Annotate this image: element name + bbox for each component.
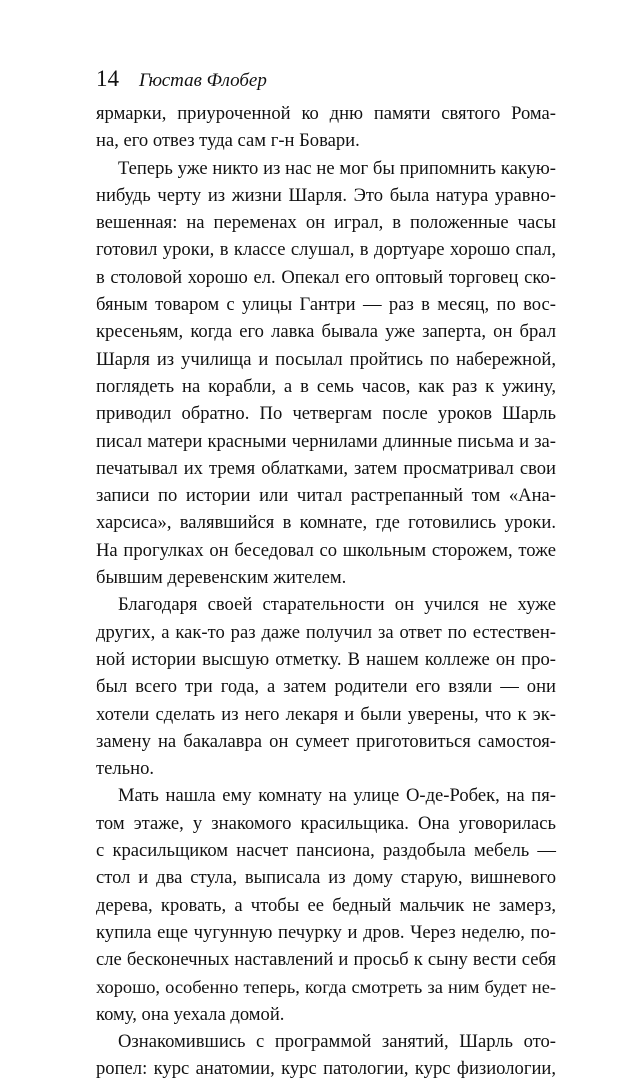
text-line: сле бесконечных наставлений и просьб к сыну вести себя bbox=[96, 949, 556, 971]
text-line: поглядеть на корабли, а в семь часов, как раз к ужину, bbox=[96, 375, 556, 397]
text-line: Благодаря своей старательности он учился не хуже bbox=[118, 594, 556, 616]
text-line: с красильщиком насчет пансиона, раздобыла мебель — bbox=[96, 840, 556, 862]
text-line: кому, она уехала домой. bbox=[96, 1003, 285, 1025]
text-line: печатывал их тремя облатками, затем просматривал свои bbox=[96, 457, 556, 479]
text-line: На прогулках он беседовал со школьным сторожем, тоже bbox=[96, 539, 556, 561]
text-line: тельно. bbox=[96, 758, 155, 780]
running-title: Гюстав Флобер bbox=[139, 70, 267, 91]
text-line: Ознакомившись с программой занятий, Шарль ото- bbox=[118, 1031, 556, 1053]
text-line: нибудь черту из жизни Шарля. Это была натура уравно- bbox=[96, 184, 556, 206]
text-line: ной истории высшую отметку. В нашем коллеже он про- bbox=[96, 648, 556, 670]
text-line: писал матери красными чернилами длинные письма и за- bbox=[96, 430, 556, 452]
text-line: в столовой хорошо ел. Опекал его оптовый торговец ско- bbox=[96, 266, 556, 288]
text-line: бывшим деревенским жителем. bbox=[96, 567, 347, 589]
page-header bbox=[96, 64, 556, 94]
text-line: стол и два стула, выписала из дому старую, вишневого bbox=[96, 867, 556, 889]
text-line: готовил уроки, в классе слушал, в дортуаре хорошо спал, bbox=[96, 239, 556, 261]
text-line: кресеньям, когда его лавка бывала уже заперта, он брал bbox=[96, 321, 556, 343]
text-line: ярмарки, приуроченной ко дню памяти святого Рома- bbox=[96, 103, 556, 124]
text-line: бяным товаром с улицы Гантри — раз в месяц, по вос- bbox=[96, 294, 556, 316]
text-line: купила еще чугунную печурку и дров. Через неделю, по- bbox=[96, 921, 556, 943]
text-line: был всего три года, а затем родители его взяли — они bbox=[96, 676, 556, 698]
text-line: ропел: курс анатомии, курс патологии, курс физиологии, bbox=[96, 1058, 556, 1080]
text-line: замену на бакалавра он сумеет приготовиться самостоя- bbox=[96, 730, 556, 752]
body-text bbox=[96, 100, 556, 1083]
text-line: хотели сделать из него лекаря и были уверены, что к эк- bbox=[96, 703, 556, 725]
text-line: дерева, кровать, а чтобы ее бедный мальчик не замерз, bbox=[96, 894, 556, 916]
text-line: вешенная: на переменах он играл, в положенные часы bbox=[96, 212, 556, 234]
text-line: том этаже, у знакомого красильщика. Она уговорилась bbox=[96, 812, 556, 834]
text-line: других, а как-то раз даже получил за ответ по естествен- bbox=[96, 621, 556, 643]
text-line: Шарля из училища и посылал пройтись по набережной, bbox=[96, 348, 556, 370]
page-number: 14 bbox=[96, 66, 119, 91]
text-line: записи по истории или читал растрепанный том «Ана- bbox=[96, 485, 556, 507]
text-line: харсиса», валявшийся в комнате, где готовились уроки. bbox=[96, 512, 556, 534]
text-line: Теперь уже никто из нас не мог бы припомнить какую- bbox=[118, 157, 556, 179]
text-line: хорошо, особенно теперь, когда смотреть за ним будет не- bbox=[96, 976, 556, 997]
text-line: приводил обратно. По четвергам после уроков Шарль bbox=[96, 403, 556, 425]
text-line: Мать нашла ему комнату на улице О-де-Робек, на пя- bbox=[118, 785, 556, 807]
text-line: на, его отвез туда сам г-н Бовари. bbox=[96, 130, 360, 152]
